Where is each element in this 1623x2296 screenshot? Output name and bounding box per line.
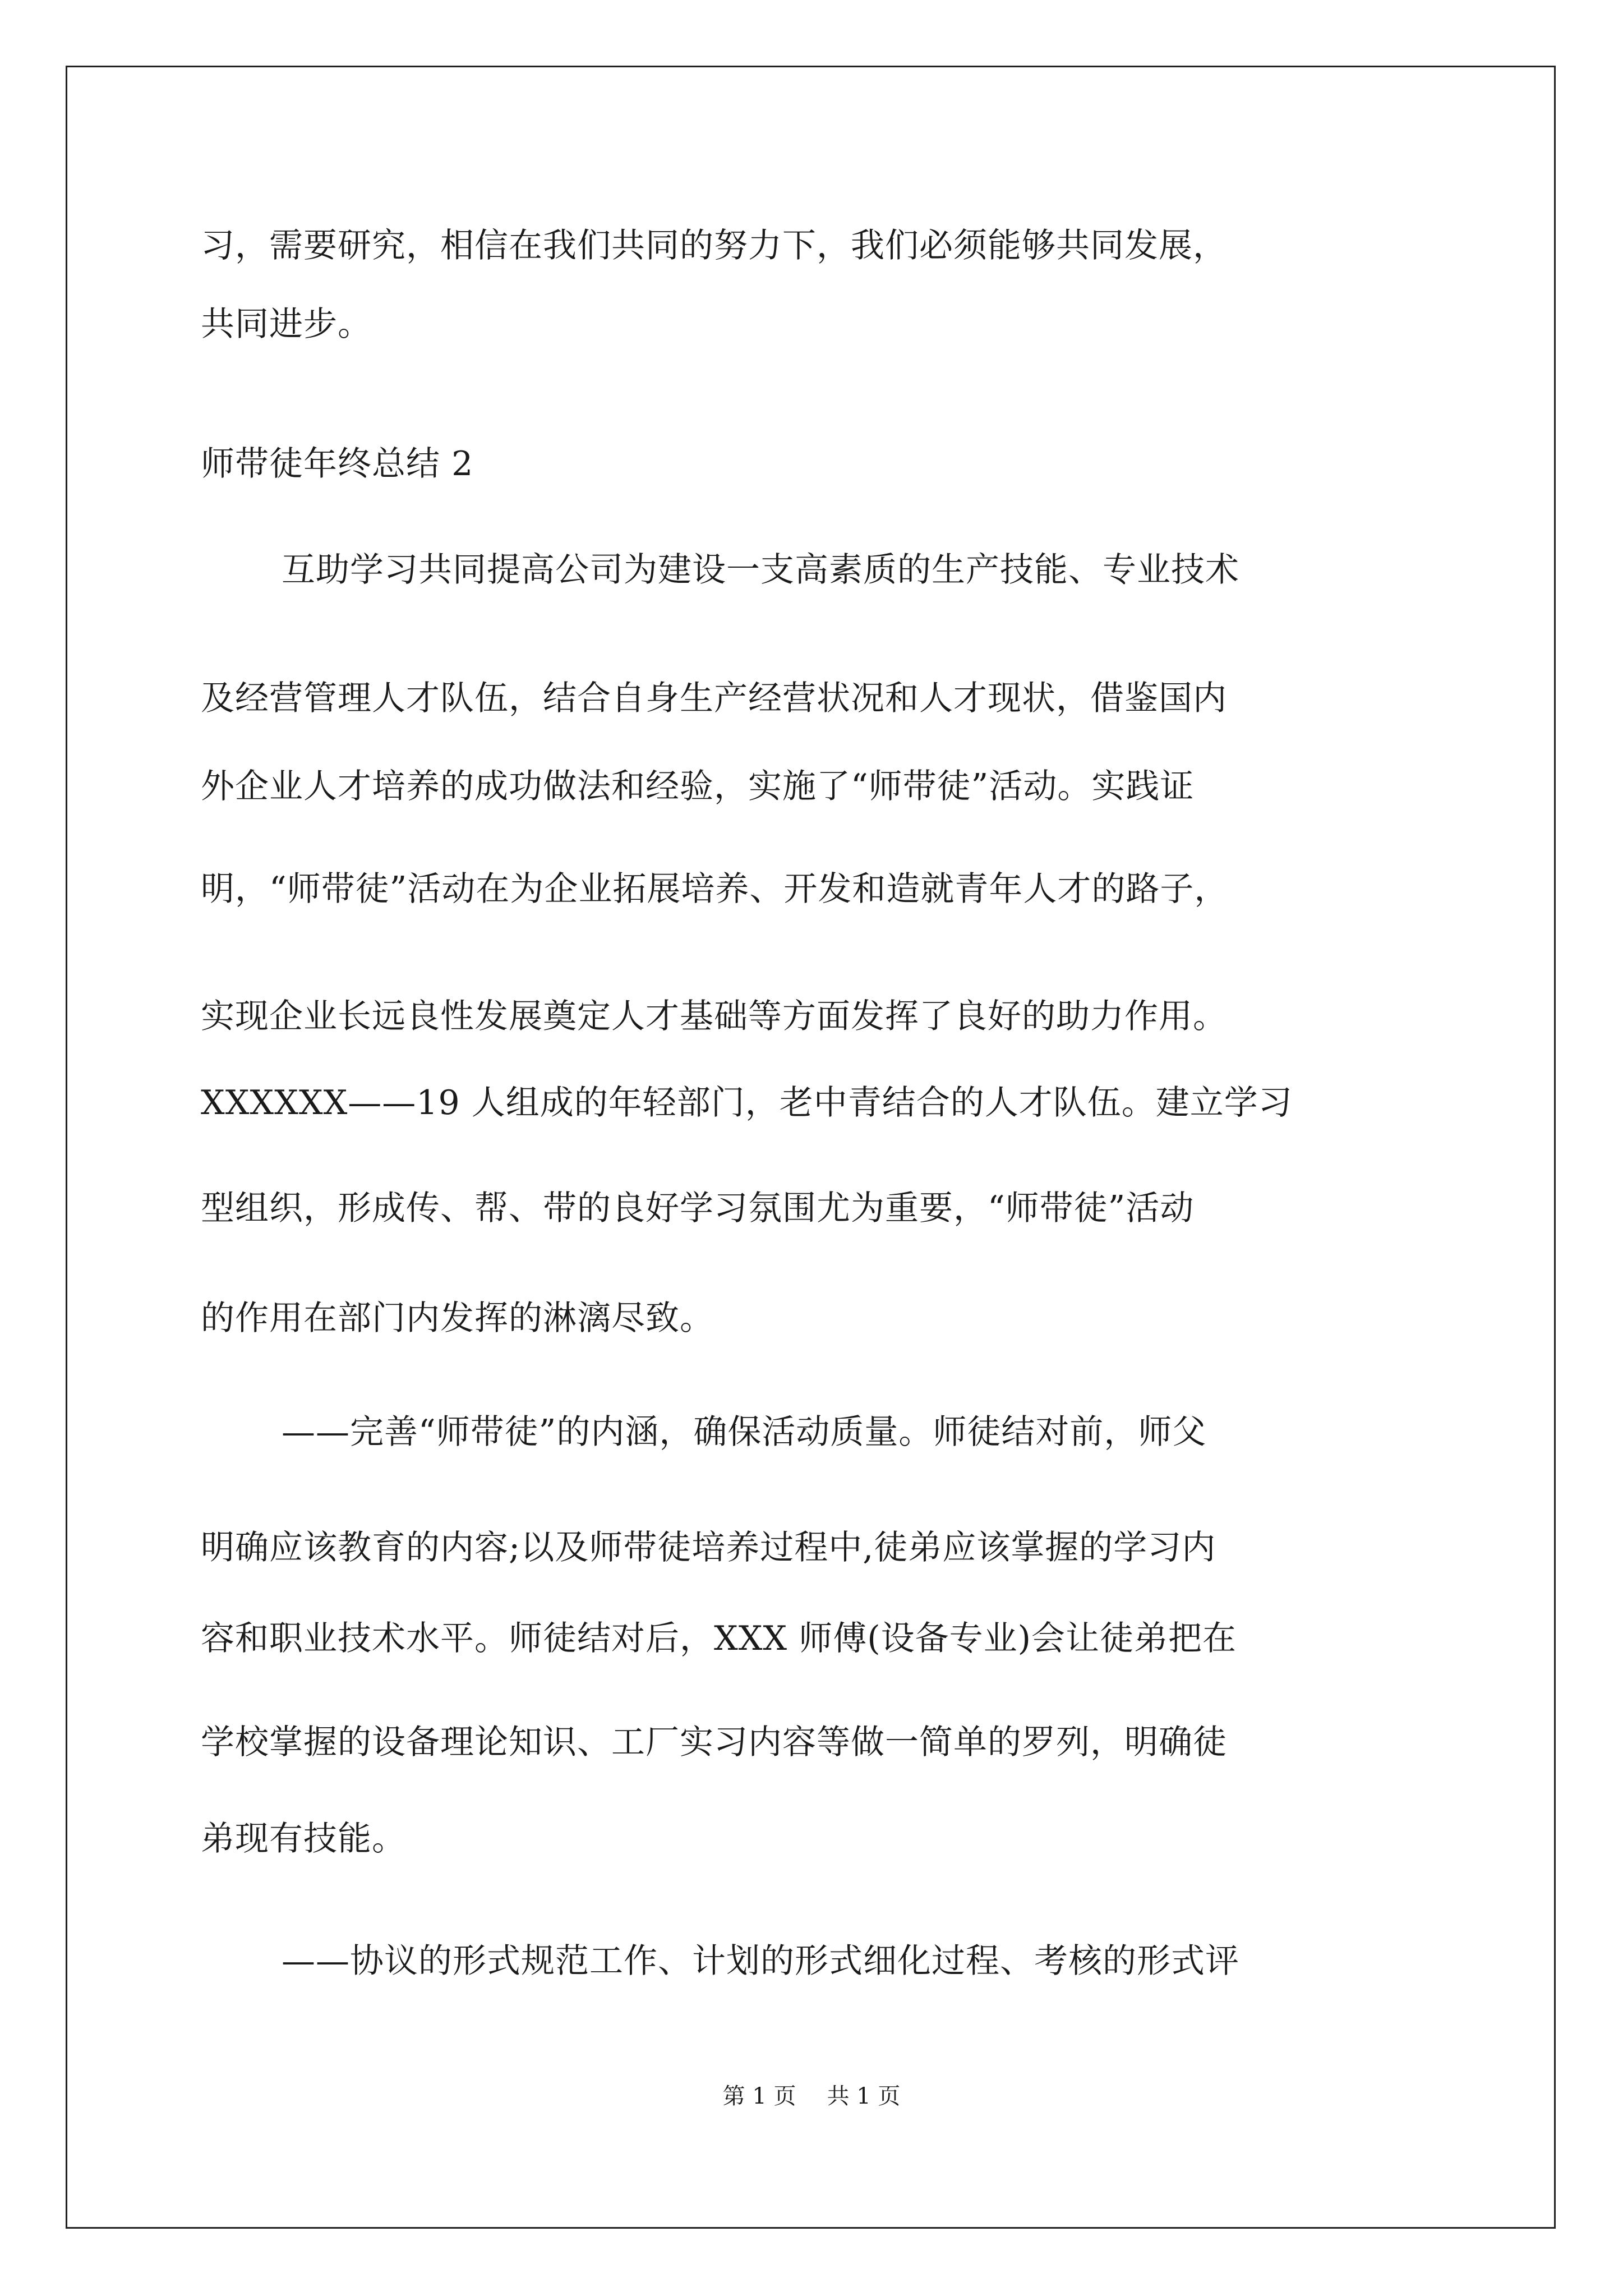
text-line: 习，需要研究，相信在我们共同的努力下，我们必须能够共同发展， — [201, 226, 1227, 265]
page-border — [66, 66, 1556, 2229]
text-line: 学校掌握的设备理论知识、工厂实习内容等做一简单的罗列，明确徒 — [201, 1723, 1227, 1762]
page-number: 第 1 页 — [722, 2083, 796, 2109]
text-line: ——协议的形式规范工作、计划的形式细化过程、考核的形式评 — [282, 1941, 1239, 1981]
text-line: 外企业人才培养的成功做法和经验，实施了“师带徒”活动。实践证 — [201, 767, 1195, 806]
text-line: 明，“师带徒”活动在为企业拓展培养、开发和造就青年人才的路子， — [201, 869, 1229, 909]
page-total: 共 1 页 — [827, 2083, 901, 2109]
page-footer — [0, 2082, 1623, 2110]
text-line: 容和职业技术水平。师徒结对后，XXX 师傅(设备专业)会让徒弟把在 — [201, 1619, 1237, 1658]
text-line: ——完善“师带徒”的内涵，确保活动质量。师徒结对前，师父 — [282, 1412, 1207, 1452]
text-line: 弟现有技能。 — [201, 1819, 406, 1858]
text-line: 的作用在部门内发挥的淋漓尽致。 — [201, 1299, 714, 1338]
text-line: 及经营管理人才队伍，结合自身生产经营状况和人才现状，借鉴国内 — [201, 679, 1227, 718]
text-line: XXXXXX——19 人组成的年轻部门，老中青结合的人才队伍。建立学习 — [201, 1083, 1293, 1122]
text-line: 型组织，形成传、帮、带的良好学习氛围尤为重要，“师带徒”活动 — [201, 1189, 1195, 1228]
section-heading: 师带徒年终总结 2 — [201, 444, 474, 484]
text-line: 共同进步。 — [201, 305, 372, 344]
text-line: 明确应该教育的内容;以及师带徒培养过程中,徒弟应该掌握的学习内 — [201, 1528, 1216, 1567]
text-line: 实现企业长远良性发展奠定人才基础等方面发挥了良好的助力作用。 — [201, 997, 1227, 1036]
text-line: 互助学习共同提高公司为建设一支高素质的生产技能、专业技术 — [282, 550, 1239, 590]
